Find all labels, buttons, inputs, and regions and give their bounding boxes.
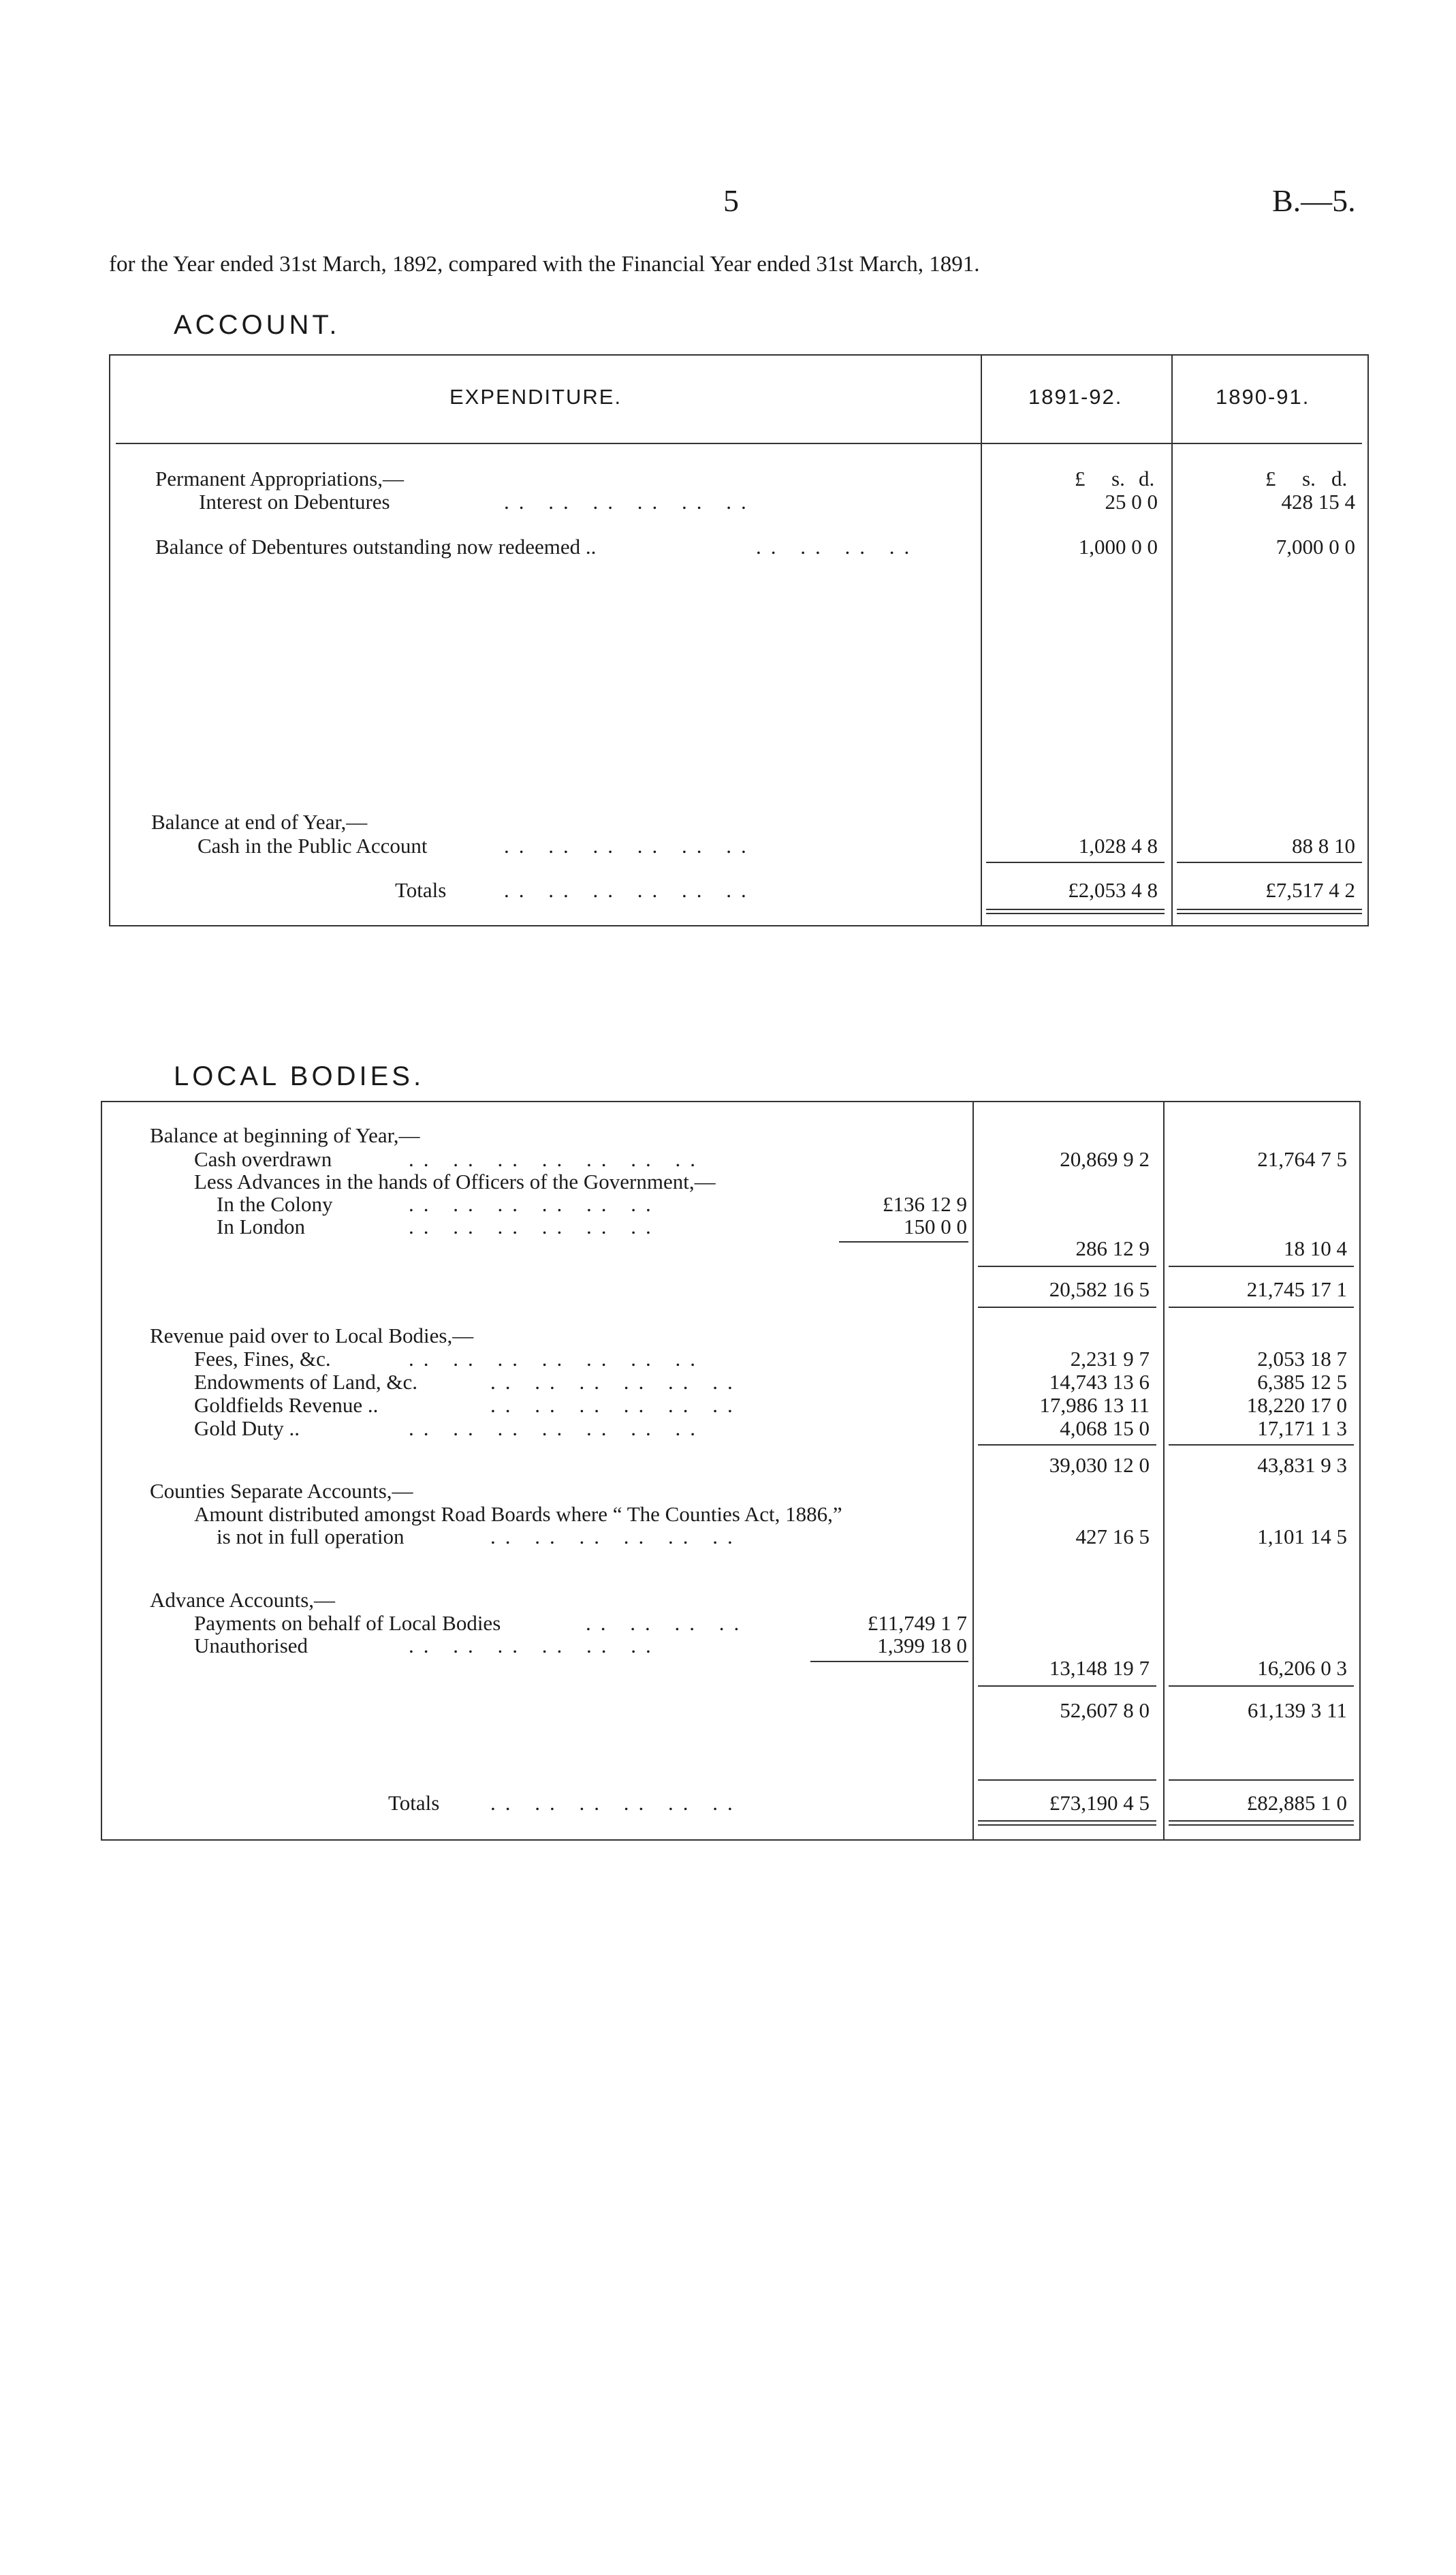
row-label-cash-public-account: Cash in the Public Account xyxy=(197,834,428,858)
in-colony-amount: £136 12 9 xyxy=(883,1192,967,1216)
totals-1891-92: £2,053 4 8 xyxy=(1068,878,1158,902)
cash-public-1890-91: 88 8 10 xyxy=(1292,834,1355,858)
advance-accounts-1890-91: 16,206 0 3 xyxy=(1257,1656,1347,1680)
column-divider xyxy=(1163,1101,1165,1841)
advance-accounts-1891-92: 13,148 19 7 xyxy=(1049,1656,1150,1680)
leader-dots: .. .. .. .. .. .. xyxy=(490,1525,742,1548)
payments-on-behalf-amount: £11,749 1 7 xyxy=(867,1611,967,1635)
column-header-1891-92: 1891-92. xyxy=(1028,385,1123,409)
rule xyxy=(1169,1266,1354,1267)
cash-overdrawn-1890-91: 21,764 7 5 xyxy=(1257,1147,1347,1171)
row-label-in-the-colony: In the Colony xyxy=(217,1192,333,1216)
rule xyxy=(1169,1685,1354,1687)
unit-shilling: s. xyxy=(1111,467,1125,490)
page-subtitle: for the Year ended 31st March, 1892, compared with the Financial Year ended 31st March, 1891. xyxy=(109,252,980,277)
double-rule xyxy=(1177,909,1362,910)
leader-dots: .. .. .. .. xyxy=(756,535,919,559)
net-balance-1890-91: 21,745 17 1 xyxy=(1246,1277,1347,1301)
rule xyxy=(839,1241,968,1243)
rule xyxy=(1169,1307,1354,1308)
in-london-amount: 150 0 0 xyxy=(904,1215,967,1238)
row-label-permanent-appropriations: Permanent Appropriations,— xyxy=(155,467,405,490)
rule xyxy=(978,1266,1156,1267)
leader-dots: .. .. .. .. .. .. xyxy=(490,1393,742,1417)
unauthorised-amount: 1,399 18 0 xyxy=(877,1634,967,1657)
revenue-total-1891-92: 39,030 12 0 xyxy=(1049,1453,1150,1477)
balance-debentures-1890-91: 7,000 0 0 xyxy=(1276,535,1355,559)
rule xyxy=(978,1444,1156,1446)
row-label-counties-separate: Counties Separate Accounts,— xyxy=(150,1479,413,1503)
leader-dots: .. .. .. .. .. .. xyxy=(504,878,756,902)
row-label-balance-beginning: Balance at beginning of Year,— xyxy=(150,1123,420,1147)
row-label-gold-duty: Gold Duty .. xyxy=(194,1416,300,1440)
double-rule xyxy=(986,909,1165,910)
leader-dots: .. .. .. .. .. .. xyxy=(490,1370,742,1394)
fees-1890-91: 2,053 18 7 xyxy=(1257,1347,1347,1371)
unit-pound: £ xyxy=(1075,467,1086,490)
leader-dots: .. .. .. .. xyxy=(586,1611,749,1635)
double-rule xyxy=(1169,1820,1354,1822)
endowments-1891-92: 14,743 13 6 xyxy=(1049,1370,1150,1394)
interest-1890-91: 428 15 4 xyxy=(1281,490,1355,514)
row-label-totals: Totals xyxy=(388,1791,440,1815)
totals-1891-92: £73,190 4 5 xyxy=(1049,1791,1150,1815)
column-divider xyxy=(972,1101,974,1841)
leader-dots: .. .. .. .. .. .. xyxy=(490,1791,742,1815)
page-number: 5 xyxy=(723,183,739,218)
goldfields-1890-91: 18,220 17 0 xyxy=(1246,1393,1347,1417)
unit-pence: d. xyxy=(1139,467,1155,490)
advances-1890-91: 18 10 4 xyxy=(1284,1236,1347,1260)
counties-1890-91: 1,101 14 5 xyxy=(1257,1525,1347,1548)
rule xyxy=(1177,862,1362,863)
rule xyxy=(978,1685,1156,1687)
endowments-1890-91: 6,385 12 5 xyxy=(1257,1370,1347,1394)
row-label-advance-accounts: Advance Accounts,— xyxy=(150,1588,336,1612)
unit-shilling: s. xyxy=(1302,467,1316,490)
row-label-endowments: Endowments of Land, &c. xyxy=(194,1370,418,1394)
row-label-less-advances: Less Advances in the hands of Officers of the Government,— xyxy=(194,1170,716,1193)
cash-public-1891-92: 1,028 4 8 xyxy=(1078,834,1158,858)
row-label-goldfields-revenue: Goldfields Revenue .. xyxy=(194,1393,379,1417)
goldfields-1891-92: 17,986 13 11 xyxy=(1039,1393,1150,1417)
leader-dots: .. .. .. .. .. .. .. xyxy=(409,1347,705,1371)
rule xyxy=(1169,1444,1354,1446)
double-rule xyxy=(978,1824,1156,1826)
gold-duty-1891-92: 4,068 15 0 xyxy=(1060,1416,1150,1440)
row-label-in-london: In London xyxy=(217,1215,306,1238)
advances-1891-92: 286 12 9 xyxy=(1075,1236,1150,1260)
rule xyxy=(810,1661,968,1662)
balance-debentures-1891-92: 1,000 0 0 xyxy=(1078,535,1158,559)
account-heading: ACCOUNT. xyxy=(174,310,341,340)
fees-1891-92: 2,231 9 7 xyxy=(1070,1347,1150,1371)
net-balance-1891-92: 20,582 16 5 xyxy=(1049,1277,1150,1301)
column-header-1890-91: 1890-91. xyxy=(1216,385,1310,409)
rule xyxy=(978,1779,1156,1781)
local-bodies-heading: LOCAL BODIES. xyxy=(174,1061,425,1091)
revenue-total-1890-91: 43,831 9 3 xyxy=(1257,1453,1347,1477)
column-divider xyxy=(981,354,982,926)
double-rule xyxy=(1177,913,1362,914)
row-label-amount-distributed: Amount distributed amongst Road Boards where “ The Counties Act, 1886,” xyxy=(194,1502,842,1526)
leader-dots: .. .. .. .. .. .. .. xyxy=(409,1416,705,1440)
subtotal-1890-91: 61,139 3 11 xyxy=(1247,1698,1347,1722)
double-rule xyxy=(978,1820,1156,1822)
rule xyxy=(978,1307,1156,1308)
leader-dots: .. .. .. .. .. .. xyxy=(504,490,756,514)
row-label-cash-overdrawn: Cash overdrawn xyxy=(194,1147,332,1171)
double-rule xyxy=(986,913,1165,914)
totals-1890-91: £82,885 1 0 xyxy=(1246,1791,1347,1815)
interest-1891-92: 25 0 0 xyxy=(1105,490,1158,514)
counties-1891-92: 427 16 5 xyxy=(1075,1525,1150,1548)
row-label-not-in-full-operation: is not in full operation xyxy=(217,1525,405,1548)
cash-overdrawn-1891-92: 20,869 9 2 xyxy=(1060,1147,1150,1171)
leader-dots: .. .. .. .. .. .. xyxy=(409,1192,661,1216)
double-rule xyxy=(1169,1824,1354,1826)
leader-dots: .. .. .. .. .. .. xyxy=(504,834,756,858)
row-label-interest-on-debentures: Interest on Debentures xyxy=(199,490,390,514)
leader-dots: .. .. .. .. .. .. .. xyxy=(409,1147,705,1171)
unit-pound: £ xyxy=(1265,467,1276,490)
row-label-balance-of-debentures: Balance of Debentures outstanding now redeemed .. xyxy=(155,535,597,559)
subtotal-1891-92: 52,607 8 0 xyxy=(1060,1698,1150,1722)
rule xyxy=(986,862,1165,863)
leader-dots: .. .. .. .. .. .. xyxy=(409,1634,661,1657)
header-rule xyxy=(116,443,1362,444)
leader-dots: .. .. .. .. .. .. xyxy=(409,1215,661,1238)
column-divider xyxy=(1171,354,1173,926)
paper-reference: B.—5. xyxy=(1272,183,1356,218)
row-label-payments-on-behalf: Payments on behalf of Local Bodies xyxy=(194,1611,501,1635)
totals-1890-91: £7,517 4 2 xyxy=(1265,878,1355,902)
gold-duty-1890-91: 17,171 1 3 xyxy=(1257,1416,1347,1440)
row-label-totals: Totals xyxy=(395,878,447,902)
row-label-fees-fines: Fees, Fines, &c. xyxy=(194,1347,331,1371)
row-label-balance-at-end-of-year: Balance at end of Year,— xyxy=(151,810,368,834)
unit-pence: d. xyxy=(1331,467,1348,490)
rule xyxy=(1169,1779,1354,1781)
row-label-unauthorised: Unauthorised xyxy=(194,1634,308,1657)
row-label-revenue-paid: Revenue paid over to Local Bodies,— xyxy=(150,1324,474,1347)
column-header-expenditure: EXPENDITURE. xyxy=(449,385,622,409)
